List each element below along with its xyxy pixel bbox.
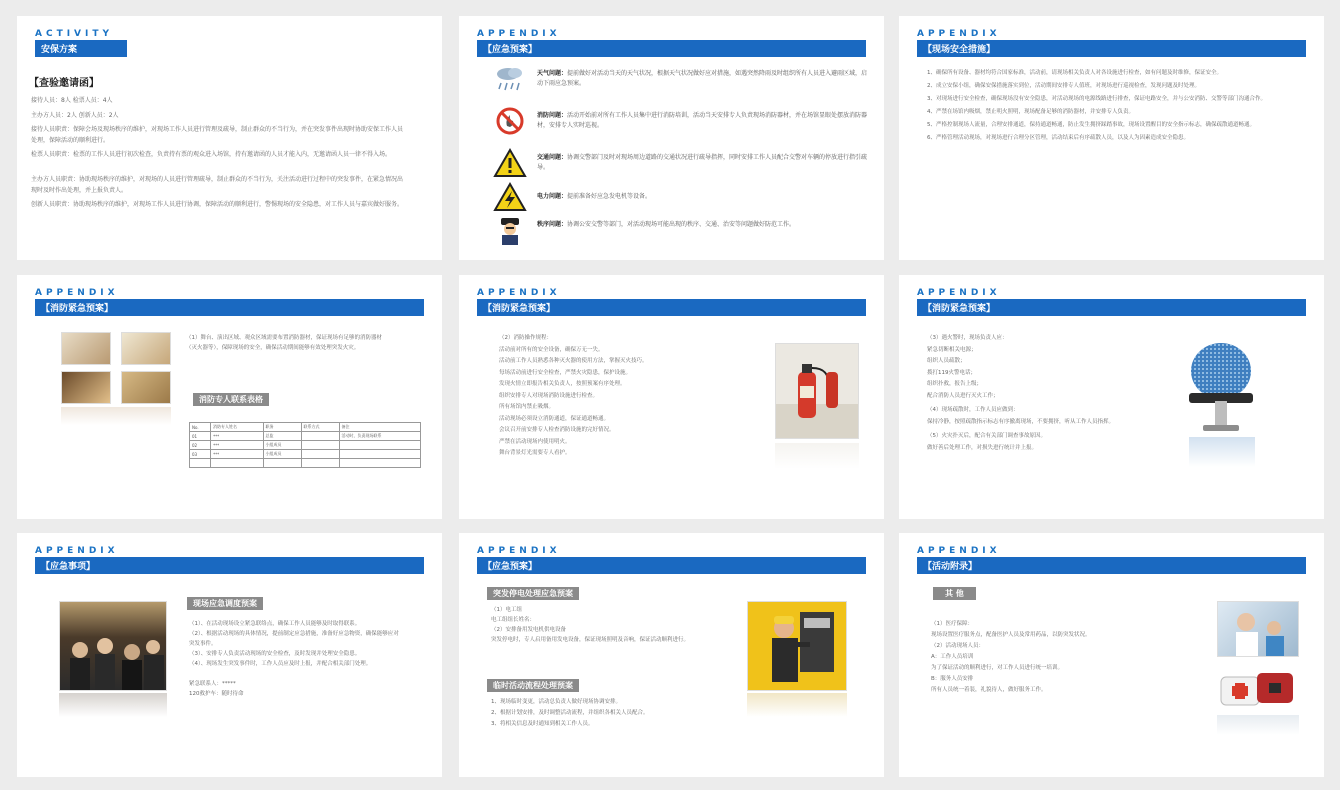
slide-header: APPENDIX: [917, 29, 1001, 39]
text-line: 3、将相关信息及时通知到相关工作人员。: [491, 721, 594, 727]
text-line: 接待人员职责：保障会场及现场秩序的维护，对现场工作人员进行管理及疏导，制止群众的不当行为，并在突发事件出现时协助安保工作人员处理，保障活动的顺利进行。: [31, 126, 403, 144]
slide-title: 【消防紧急预案】: [41, 304, 114, 314]
no-fire-icon: [493, 106, 527, 136]
table-row: [190, 441, 421, 450]
table-cell: 02: [190, 441, 211, 450]
text-line: 每场活动前进行安全检查，严禁火灾隐患，保护设施。: [499, 369, 632, 376]
table-header: 职务: [263, 423, 301, 432]
table-cell: 01: [190, 432, 211, 441]
text-line: （3）遇火警时，现场负责人应：: [927, 335, 1008, 341]
photo: [121, 332, 171, 365]
section-tag: 突发停电处理应急预案: [487, 587, 579, 600]
slide-title: 【现场安全措施】: [923, 45, 996, 55]
text-line: （1）舞台、演出区域、观众区域需要布置消防器材，保证现场有足够的消防器材（灭火器等），保障现场的安全，确保活动期间能够有效处理突发火灾。: [186, 335, 382, 351]
section-tag: 其 他: [933, 587, 976, 600]
text-line: 所有人员统一着装，礼貌待人，做好服务工作。: [931, 687, 1047, 693]
text-line: 接待人员：8人 检票人员：4人: [31, 97, 113, 104]
slide-security-plan[interactable]: [17, 16, 442, 260]
body-text: [31, 96, 403, 221]
section-tag: 临时活动流程处理预案: [487, 679, 579, 692]
table-cell: [263, 459, 301, 468]
body-text: [927, 68, 1301, 143]
photo-reflection: [775, 443, 859, 469]
photo: [61, 332, 111, 365]
text-line: 活动前对所有的安全设备，确保万无一失。: [499, 346, 604, 353]
title-bar: [35, 557, 424, 574]
text-line: （2）安排备用发电机供电设备: [491, 627, 567, 633]
table-header-row: [190, 423, 421, 432]
slide-title: 【应急事项】: [41, 562, 96, 572]
slide-power-outage-plan[interactable]: [459, 533, 884, 777]
table-cell: [339, 450, 420, 459]
text-line: （5）火灾扑灭后，配合有关部门调查事故原因。: [927, 433, 1047, 439]
section-tag: 现场应急调度预案: [187, 597, 263, 610]
section-tag: 消防专人联系表格: [193, 393, 269, 406]
text-line: 2、成立安保小组，确保安保措施落实到位，活动期间安排专人值班，对现场进行巡视检查，发现问题及时处理。: [927, 83, 1201, 89]
table-cell: [301, 432, 339, 441]
text-line: （2）消防操作规程：: [499, 335, 552, 341]
electrician-photo: [747, 601, 847, 691]
table-cell: [301, 459, 339, 468]
police-icon: [493, 216, 527, 246]
text-line: 现场设置医疗服务点，配备医护人员及常用药品，以防突发状况。: [931, 632, 1091, 638]
text-line: （4）、现场发生突发事件时，工作人员应及时上报，并配合相关部门处理。: [189, 661, 372, 667]
table-cell: ***: [211, 432, 263, 441]
text-line: 严禁在活动现场内使用明火。: [499, 438, 571, 445]
text-line: 组织扑救，报告上级；: [927, 381, 983, 387]
text-line: 活动前工作人员熟悉各种灭火器的使用方法，掌握灭火技巧。: [499, 358, 648, 364]
text-line: 6、严格管理活动现场，对现场进行合理分区管理，活动结束后有序疏散人员，以及人为因素造成安全隐患。: [927, 135, 1190, 141]
slide-header: APPENDIX: [35, 288, 119, 298]
slide-header: APPENDIX: [477, 288, 561, 298]
text-line: （2）、根据活动现场的具体情况，提前制定应急措施，准备好应急物资，确保能够应对突发事件。: [189, 631, 399, 647]
body-text: [931, 619, 1189, 696]
row-label: 秩序问题：: [537, 221, 568, 228]
body-text: [491, 697, 731, 730]
table-cell: ***: [211, 441, 263, 450]
table-header: 备注: [339, 423, 420, 432]
text-line: 保持冷静，按照疏散指示标志有序撤离现场，不要拥挤，听从工作人员指挥。: [927, 418, 1115, 425]
table-cell: 活动时，负责现场联系: [339, 432, 420, 441]
weather-icon: [493, 64, 527, 94]
slide-title: 【应急预案】: [483, 562, 538, 572]
photo: [121, 371, 171, 404]
text-line: 创新人员职责：协助现场秩序的维护，对现场工作人员进行协调，保障活动的顺利进行，警惕现场的安全隐患，对工作人员与嘉宾做好服务。: [31, 201, 403, 208]
text-line: 检票人员职责：检票的工作人员进行初次检查，负责持有票的观众进入场馆，持有邀请函的人员才能入内，无邀请函人员一律不得入场。: [31, 151, 392, 158]
row-text: 协调交警部门及时对现场周边道路的交通状况进行疏导指挥，同时安排工作人员配合交警对车辆的停放进行指引疏导。: [537, 154, 868, 171]
nurse-photo: [1217, 601, 1299, 657]
text-line: （1）电工组: [491, 607, 522, 613]
text-line: 做好善后处理工作，对损失进行统计并上报。: [927, 444, 1038, 451]
photo-reflection: [59, 693, 167, 717]
table-cell: [339, 459, 420, 468]
text-line: 2、根据计划安排，及时调整活动流程，并组织各相关人员配合。: [491, 710, 649, 716]
slide-header: APPENDIX: [477, 29, 561, 39]
photo: [61, 371, 111, 404]
slide-site-safety[interactable]: [899, 16, 1324, 260]
text-line: 组织人员疏散；: [927, 358, 966, 364]
photo-reflection: [61, 407, 171, 425]
row-text: 协调公安交警等部门，对活动现场可能出现的秩序、交通、治安等问题做好防范工作。: [567, 221, 796, 228]
title-bar: [917, 299, 1306, 316]
text-line: 主办方人员职责：协助现场秩序的维护，对现场的人员进行管理疏导，制止群众的不当行为，关注活动进行过程中的突发事件，在紧急情况出现时及时作出处理，并上报负责人。: [31, 176, 403, 194]
row-text: 提前准备好应急发电机等设备。: [567, 193, 652, 200]
row-text: 提前做好对活动当天的天气状况，根据天气状况做好应对措施，如遇突然降雨及时组织所有人员进入避雨区域，启动下雨应急预案。: [537, 70, 868, 87]
text-line: 4、严禁在场馆内吸烟，禁止明火照明，现场配备足够的消防器材，并安排专人负责。: [927, 109, 1135, 115]
row-label: 天气问题：: [537, 70, 568, 77]
text-line: （1）医疗保障：: [931, 621, 973, 627]
body-text: [491, 605, 731, 645]
text-line: B：服务人员安排: [931, 676, 974, 682]
table-header: No.: [190, 423, 211, 432]
emergency-row: [537, 111, 870, 131]
table-header: 消防专人姓名: [211, 423, 263, 432]
text-line: 5、严格控制现场人流量，合理安排通道，保持通道畅通，防止发生拥挤踩踏事故，现场设置醒目的安全指示标志，确保疏散通道畅通。: [927, 122, 1256, 128]
text-line: 120救护车：随时待命: [189, 691, 244, 697]
table-cell: [301, 450, 339, 459]
text-line: A：工作人员培训: [931, 654, 974, 660]
title-bar: [35, 40, 127, 57]
slide-header: APPENDIX: [917, 288, 1001, 298]
slide-header: APPENDIX: [477, 546, 561, 556]
body-text: [499, 333, 769, 460]
photo-reflection: [1189, 437, 1255, 467]
table-cell: [339, 441, 420, 450]
title-bar: [477, 299, 866, 316]
text-line: 为了保证活动的顺利进行，对工作人员进行统一培训。: [931, 665, 1064, 671]
table-row: [190, 432, 421, 441]
text-line: 突发停电时，专人启用备用发电设备，保证现场照明及音响，保证活动顺利进行。: [491, 637, 690, 643]
text-line: 会议召开前安排专人检查消防设施的完好情况。: [499, 427, 615, 433]
row-text: 活动开始前对所有工作人员集中进行消防培训，活动当天安排专人负责现场消防器材，并在场馆显眼处摆放消防器材，安排专人实时巡视。: [537, 112, 868, 129]
slide-fire-plan-2[interactable]: [459, 275, 884, 519]
slide-title: 【应急预案】: [483, 45, 538, 55]
title-bar: [477, 557, 866, 574]
slide-header: ACTIVITY: [35, 29, 114, 39]
electric-warning-icon: [493, 182, 527, 212]
table-cell: [190, 459, 211, 468]
emergency-row: [537, 220, 870, 230]
slide-header: APPENDIX: [917, 546, 1001, 556]
text-line: 1、确保所有设备、器材均符合国家标准，活动前，请现场相关负责人对各设施进行检查，如有问题及时维修，保证安全。: [927, 70, 1223, 76]
table-header: 联系方式: [301, 423, 339, 432]
title-bar: [917, 40, 1306, 57]
text-line: 舞台背景灯光需要专人看护。: [499, 450, 571, 456]
text-line: （1）、在活动现场设立紧急联络点，确保工作人员能够及时取得联系。: [189, 621, 361, 627]
slide-title: 安保方案: [41, 45, 78, 55]
slide-emergency-plan[interactable]: [459, 16, 884, 260]
text-line: 主办方人员：2人 创新人员：2人: [31, 111, 119, 119]
text-line: （4）现场疏散时，工作人员应做到：: [927, 407, 1019, 413]
text-line: 电工组组长姓名：: [491, 617, 536, 623]
slide-fire-plan-3[interactable]: [899, 275, 1324, 519]
body-text: [927, 333, 1167, 454]
photo-reflection: [747, 693, 847, 717]
contact-table: [189, 422, 421, 468]
emergency-row: [537, 153, 870, 173]
text-line: 发现火情立即报告相关负责人，按照预案有序处理。: [499, 381, 626, 387]
slide-appendix-other[interactable]: [899, 533, 1324, 777]
row-label: 交通问题：: [537, 154, 568, 161]
text-line: 3、对现场进行安全检查，确保现场没有安全隐患，对活动现场的电源线路进行排查，保证电路安全，并与公安消防、交警等部门沟通合作。: [927, 96, 1267, 102]
row-label: 电力问题：: [537, 193, 568, 200]
slide-emergency-items[interactable]: [17, 533, 442, 777]
text-line: 所有场馆内禁止吸烟。: [499, 404, 555, 410]
table-cell: 小组成员: [263, 441, 301, 450]
row-label: 消防问题：: [537, 112, 568, 119]
text-line: 拨打119火警电话；: [927, 369, 976, 376]
text-line: （2）活动现场人员：: [931, 643, 984, 649]
table-cell: [211, 459, 263, 468]
fire-extinguisher-photo: [775, 343, 859, 439]
table-cell: 总监: [263, 432, 301, 441]
title-bar: [477, 40, 866, 57]
table-cell: 小组成员: [263, 450, 301, 459]
table-cell: [301, 441, 339, 450]
emergency-row: [537, 192, 870, 202]
slide-title: 【消防紧急预案】: [483, 304, 556, 314]
text-line: 配合消防人员进行灭火工作；: [927, 392, 999, 399]
text-line: （3）、安排专人负责活动现场的安全检查，及时发现并处理安全隐患。: [189, 651, 361, 657]
text-line: 活动现场必须设立消防通道，保证通道畅通。: [499, 415, 610, 422]
table-row: [190, 459, 421, 468]
text-line: 组织安排专人对现场消防设施进行检查。: [499, 392, 599, 399]
first-aid-kit-photo: [1217, 663, 1299, 713]
text-line: 紧急联系人：*****: [189, 681, 236, 687]
body-text: [186, 333, 382, 353]
traffic-warning-icon: [493, 148, 527, 178]
table-row: [190, 450, 421, 459]
meeting-photo: [59, 601, 167, 691]
body-text: [189, 619, 401, 699]
text-line: 紧急切断相关电源；: [927, 346, 977, 353]
table-cell: ***: [211, 450, 263, 459]
title-bar: [917, 557, 1306, 574]
emergency-row: [537, 69, 870, 89]
slide-fire-plan-1[interactable]: [17, 275, 442, 519]
title-bar: [35, 299, 424, 316]
slide-header: APPENDIX: [35, 546, 119, 556]
slide-title: 【活动附录】: [923, 562, 978, 572]
microphone-photo: [1181, 335, 1263, 435]
subheading: 【查验邀请函】: [29, 78, 99, 89]
table-cell: 03: [190, 450, 211, 459]
slide-title: 【消防紧急预案】: [923, 304, 996, 314]
text-line: 1、现场临时变更，活动总负责人做好现场协调安排。: [491, 699, 622, 705]
photo-reflection: [1217, 715, 1299, 735]
